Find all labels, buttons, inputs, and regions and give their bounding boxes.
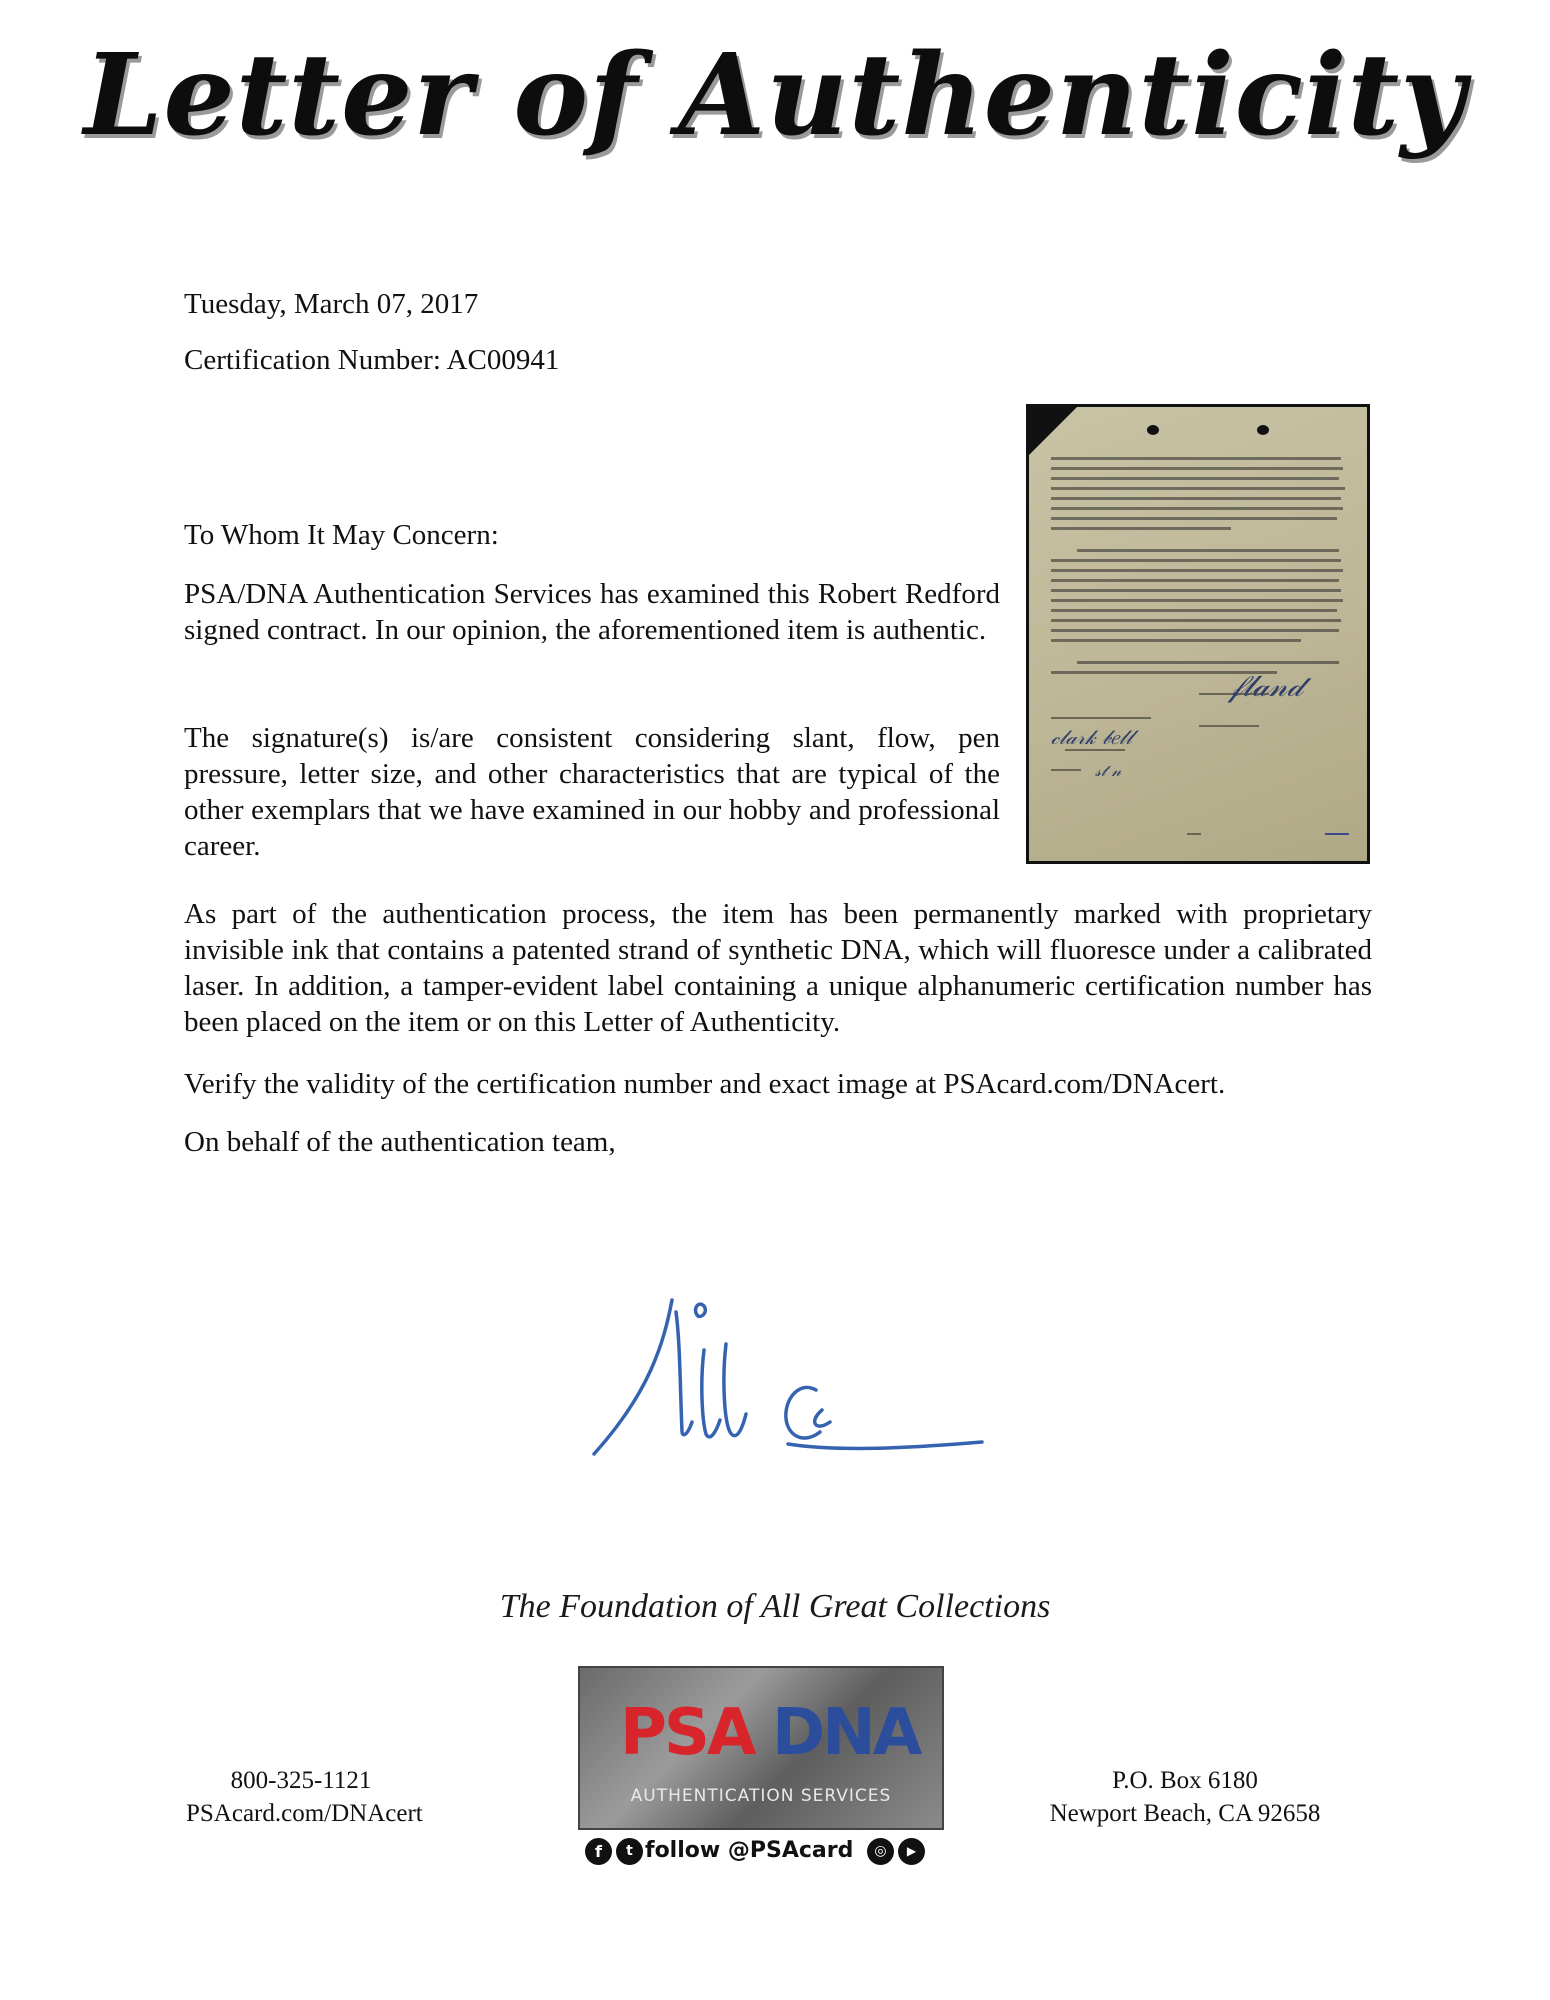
facebook-icon[interactable]: f (585, 1838, 612, 1865)
salutation: To Whom It May Concern: (184, 519, 499, 551)
address-po-box: P.O. Box 6180 (1112, 1767, 1258, 1794)
address-city: Newport Beach, CA 92658 (1049, 1800, 1321, 1827)
paragraph-examination: PSA/DNA Authentication Services has examined this Robert Redford signed contract. In our opinion, the aforementioned item is authentic. (184, 578, 1000, 646)
certification-number: Certification Number: AC00941 (184, 344, 560, 376)
youtube-icon[interactable]: ▶ (898, 1838, 925, 1865)
instagram-icon[interactable]: ◎ (867, 1838, 894, 1865)
contact-phone: 800-325-1121 (230, 1767, 372, 1794)
logo-dna-text: DNA (772, 1696, 920, 1770)
paragraph-authentication-process: As part of the authentication process, the item has been permanently marked with proprietary invisible ink that contains a patented strand of synthetic DNA, which will fluoresce under a calibrated laser. In addition, a tamper-evident label containing a unique alphanumeric certification number has been placed on the item or on this Letter of Authenticity. (184, 898, 1372, 1038)
letter-date: Tuesday, March 07, 2017 (184, 288, 479, 320)
follow-handle[interactable]: follow @PSAcard (645, 1838, 854, 1863)
paragraph-signature-analysis: The signature(s) is/are consistent considering slant, flow, pen pressure, letter size, and other characteristics that are typical of the other exemplars that we have examined in our hobby and professional career. (184, 722, 1000, 862)
closing-line: On behalf of the authentication team, (184, 1126, 616, 1158)
letter-title: Letter of Authenticity (83, 30, 1467, 161)
paragraph-verify: Verify the validity of the certification number and exact image at PSAcard.com/DNAcert. (184, 1068, 1226, 1100)
twitter-icon[interactable]: t (616, 1838, 643, 1865)
contract-photo: 𝒻𝓁𝒶𝓃𝒹 𝒸𝓁𝒶𝓇𝓀 𝒷𝑒𝓁𝓁 𝓈𝓉 𝓃 (1026, 404, 1370, 864)
contact-website: PSAcard.com/DNAcert (186, 1800, 423, 1827)
psa-dna-logo (578, 1666, 944, 1830)
authenticator-signature (580, 1282, 1020, 1472)
logo-subtitle: AUTHENTICATION SERVICES (630, 1786, 892, 1806)
logo-psa-text: PSA (620, 1696, 754, 1770)
tagline: The Foundation of All Great Collections (499, 1588, 1051, 1625)
